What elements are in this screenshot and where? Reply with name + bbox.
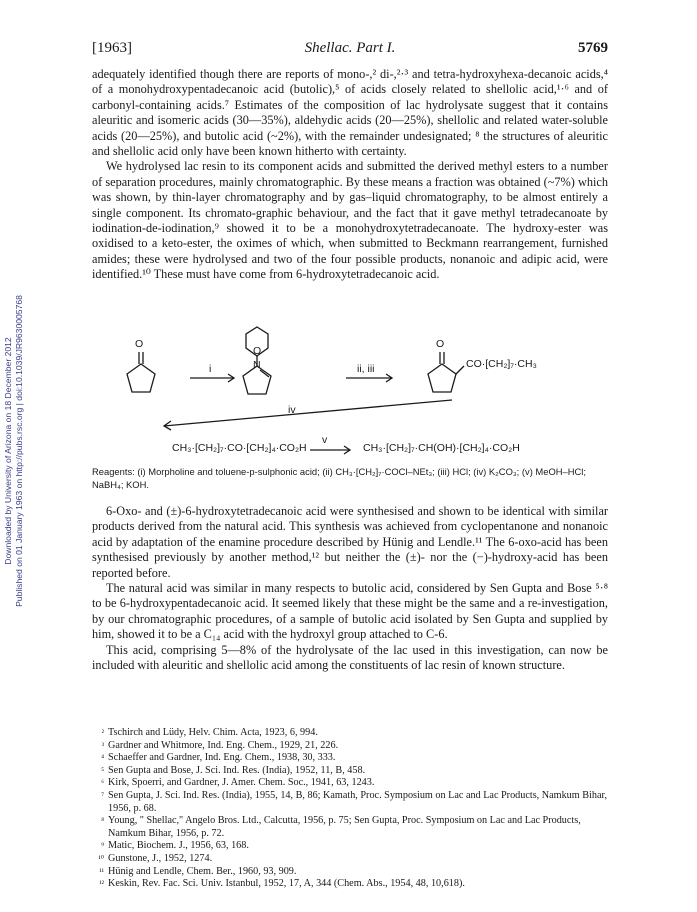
reference-number: ³ <box>101 740 104 750</box>
reference-item <box>92 752 608 765</box>
reference-item <box>92 727 608 740</box>
reference-item <box>92 790 608 815</box>
scheme-n-label: N <box>253 359 261 371</box>
reference-text: Matic, Biochem. J., 1956, 63, 168. <box>108 840 249 852</box>
arrow-iv-line <box>164 400 452 426</box>
sidebar-published-line[interactable]: Published on 01 January 1963 on http://pubs.rsc.org | doi:10.1039/JR9630005768 <box>14 295 24 607</box>
intro-text <box>92 67 608 283</box>
header-year: [1963] <box>92 40 132 56</box>
scheme-reagents: Reagents: (i) Morpholine and toluene-p-sulphonic acid; (ii) CH₃·[CH₂]₇·COCl–NEt₃; (iii) HCl; (iv) K₂CO₃; (v) MeOH–HCl; NaBH₄; KOH. <box>92 466 586 490</box>
reference-item <box>92 866 608 879</box>
results-text <box>92 504 608 673</box>
paragraph-1: adequately identified though there are reports of mono-,² di-,²·³ and tetra-hydroxyhexa-decanoic acids,⁴ of a monohydroxypentadecanoic acid (butolic),⁵ of acids closely related to shellolic acid,¹·⁶ and of carbonyl-containing acids.⁷ Estimates of the composition of lac hydrolysate suggest that it contains aleuritic and isomeric acids (30—35%), aldehydic acids (20—25%), shellolic and related water-soluble acids (20—25%), and butolic acid (~2%), with the remainder undesignated; ⁸ the structures of aleuritic and shellolic acid only have been known hitherto with certainty. <box>92 67 608 159</box>
reference-number: ¹⁰ <box>98 853 104 863</box>
reference-item <box>92 853 608 866</box>
scheme-hydroxy-acid: CH₃·[CH₂]₇·CH(OH)·[CH₂]₄·CO₂H <box>363 442 520 454</box>
reference-text: Hünig and Lendle, Chem. Ber., 1960, 93, 909. <box>108 865 297 877</box>
paragraph-4: The natural acid was similar in many respects to butolic acid, considered by Sen Gupta and Bose ⁵·⁸ to be 6-hydroxypentadecanoic acid. It seemed likely that these might be the same and a re-investigation, by our chromatographic procedures, of a sample of butolic acid isolated by Sen Gupta and supplied by him, showed it to be a C₁₄ acid with the hydroxyl group attached to C-6. <box>92 581 608 642</box>
reference-item <box>92 765 608 778</box>
scheme-step-v: v <box>322 434 328 446</box>
reference-text: Young, " Shellac," Angelo Bros. Ltd., Calcutta, 1956, p. 75; Sen Gupta, Proc. Symposium on Lac and Lac Products, Namkum Bihar, 1956, p. 72. <box>108 815 581 839</box>
header-page-number: 5769 <box>578 40 608 56</box>
download-sidebar <box>4 190 26 710</box>
scheme-o-label-3: O <box>436 338 445 350</box>
cyclopentanone-ring <box>127 364 155 392</box>
sidebar-text <box>3 211 25 691</box>
reference-number: ⁵ <box>101 765 104 775</box>
reference-number: ⁹ <box>101 841 104 851</box>
reference-text: Gardner and Whitmore, Ind. Eng. Chem., 1929, 21, 226. <box>108 739 339 751</box>
reference-text: Sen Gupta, J. Sci. Ind. Res. (India), 1955, 14, B, 86; Kamath, Proc. Symposium on Lac and Lac Products, Namkum Bihar, 1956, p. 68. <box>108 789 607 814</box>
sidebar-download-line[interactable]: Downloaded by University of Arizona on 18 December 2012 <box>3 337 13 565</box>
reference-item <box>92 777 608 790</box>
reference-item <box>92 815 608 840</box>
scheme-step-i: i <box>209 363 212 375</box>
header-title: Shellac. Part I. <box>304 40 396 56</box>
reference-item <box>92 878 608 891</box>
reaction-scheme <box>92 322 608 482</box>
reference-text: Keskin, Rev. Fac. Sci. Univ. Istanbul, 1952, 17, A, 344 (Chem. Abs., 1954, 48, 10,618). <box>108 878 465 890</box>
reference-text: Schaeffer and Gardner, Ind. Eng. Chem., 1938, 30, 333. <box>108 752 336 764</box>
paragraph-5: This acid, comprising 5—8% of the hydrolysate of the lac used in this investigation, can now be included with aleuritic and shellolic acid among the constituents of lac resin of known structure. <box>92 642 608 673</box>
scheme-o-label-2: O <box>253 345 262 357</box>
reference-number: ¹² <box>99 879 104 889</box>
reference-text: Gunstone, J., 1952, 1274. <box>108 852 213 864</box>
reference-text: Tschirch and Lüdy, Helv. Chim. Acta, 1923, 6, 994. <box>108 727 318 738</box>
acylcyclopentanone-ring <box>428 364 456 392</box>
scheme-drawing <box>92 322 608 467</box>
reference-number: ⁴ <box>101 753 104 763</box>
paragraph-3: 6-Oxo- and (±)-6-hydroxytetradecanoic acid were synthesised and shown to be identical with similar products derived from the natural acid. This synthesis was achieved from cyclopentanone and nonanoic acid by adaptation of the enamine procedure described by Hünig and Lendle.¹¹ The 6-oxo-acid has been synthesised previously by another method,¹² but neither the (±)- nor the (−)-hydroxy-acid has been reported before. <box>92 504 608 580</box>
page-header <box>92 40 608 60</box>
reference-number: ¹¹ <box>99 866 104 876</box>
reference-number: ⁷ <box>101 790 104 800</box>
reference-item <box>92 840 608 853</box>
reference-number: ⁸ <box>101 816 104 826</box>
reference-number: ⁶ <box>101 778 104 788</box>
scheme-product-acyl: CO·[CH₂]₇·CH₃ <box>466 358 537 370</box>
scheme-o-label-1: O <box>135 338 144 350</box>
scheme-step-ii-iii: ii, iii <box>357 363 375 375</box>
paragraph-2: We hydrolysed lac resin to its component acids and submitted the derived methyl esters to a number of separation procedures, mainly chromatographic. By these means a fraction was obtained (~7%) which was shown, by thin-layer chromatography and by gas–liquid chromatography, to be almost entirely a single component. Its chromato-graphic behaviour, and the fact that it gave methyl tetradecanoate by iodination-de-iodination,⁹ showed it to be a monohydroxytetradecanoate. The hydroxy-ester was oxidised to a keto-ester, the oximes of which, when submitted to Beckmann rearrangement, furnished amides; these were hydrolysed and two of the four possible products, nonanoic and adipic acid, were identified.¹⁰ These must have come from 6-hydroxytetradecanoic acid. <box>92 159 608 282</box>
reference-item <box>92 740 608 753</box>
reference-number: ² <box>101 728 104 737</box>
acyl-bond <box>456 366 464 374</box>
reference-text: Kirk, Spoerri, and Gardner, J. Amer. Chem. Soc., 1941, 63, 1243. <box>108 777 375 789</box>
reference-list <box>92 727 608 891</box>
scheme-step-iv: iv <box>288 404 296 416</box>
scheme-keto-acid: CH₃·[CH₂]₇·CO·[CH₂]₄·CO₂H <box>172 442 307 454</box>
reference-text: Sen Gupta and Bose, J. Sci. Ind. Res. (India), 1952, 11, B, 458. <box>108 764 366 776</box>
